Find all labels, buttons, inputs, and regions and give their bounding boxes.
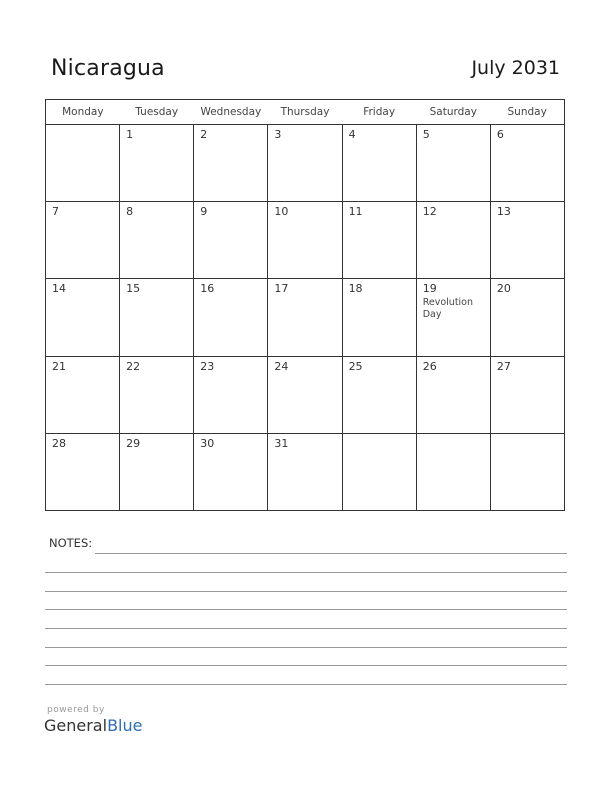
- day-cell: [268, 202, 342, 279]
- weekday-wednesday: Wednesday: [194, 100, 268, 125]
- brand-part-general: General: [44, 716, 108, 735]
- day-number: 10: [274, 205, 289, 219]
- day-cell: [194, 433, 268, 510]
- weekday-saturday: Saturday: [416, 100, 490, 125]
- day-cell: [490, 356, 564, 433]
- week-row-2: [46, 202, 565, 279]
- notes-line: [45, 647, 567, 648]
- day-cell: [194, 279, 268, 356]
- day-cell: [490, 125, 564, 202]
- day-number: 29: [126, 436, 141, 450]
- day-number: 28: [52, 436, 66, 450]
- day-cell: [120, 279, 194, 356]
- day-cell-holiday: [416, 279, 490, 356]
- day-number: 9: [200, 205, 208, 219]
- weekday-tuesday: Tuesday: [120, 100, 194, 125]
- day-cell: [46, 433, 120, 510]
- day-cell: [490, 279, 564, 356]
- day-cell: [268, 125, 342, 202]
- calendar-country-title: Nicaragua: [51, 56, 165, 81]
- day-cell: [268, 279, 342, 356]
- weekday-friday: Friday: [342, 100, 416, 125]
- day-cell: [194, 202, 268, 279]
- weekday-sunday: Sunday: [490, 100, 564, 125]
- week-row-5: [46, 433, 565, 510]
- week-row-3: [46, 279, 565, 356]
- calendar-month-title: July 2031: [471, 57, 560, 79]
- day-number: 7: [52, 205, 59, 219]
- day-cell: [342, 125, 416, 202]
- notes-line: [45, 684, 567, 685]
- calendar-grid: [45, 99, 565, 511]
- weekday-thursday: Thursday: [268, 100, 342, 125]
- notes-line: [45, 591, 567, 592]
- day-number: 24: [274, 359, 289, 373]
- day-number: 26: [422, 359, 437, 373]
- day-number: 19: [422, 282, 437, 296]
- week-row-4: [46, 356, 565, 433]
- brand-logo: [44, 716, 142, 735]
- notes-line: [45, 572, 567, 573]
- day-number: 23: [200, 359, 215, 373]
- day-cell: [120, 202, 194, 279]
- day-cell: [342, 279, 416, 356]
- notes-line: [45, 628, 567, 629]
- day-number: 16: [200, 282, 215, 296]
- day-number: 4: [348, 128, 356, 141]
- day-cell: [268, 433, 342, 510]
- day-cell: [46, 125, 120, 202]
- day-cell: [416, 125, 490, 202]
- day-number: 25: [348, 359, 363, 373]
- day-cell: [342, 356, 416, 433]
- day-cell: [194, 125, 268, 202]
- day-number: 1: [126, 128, 134, 141]
- day-number: 20: [496, 282, 511, 296]
- day-number: 17: [274, 282, 289, 296]
- day-number: 13: [496, 205, 511, 219]
- day-cell: [194, 356, 268, 433]
- day-cell: [120, 356, 194, 433]
- notes-line: [95, 553, 567, 554]
- week-row-1: [46, 125, 565, 202]
- notes-line: [45, 665, 567, 666]
- day-number: 6: [496, 128, 504, 141]
- day-number: 30: [200, 436, 215, 450]
- day-cell: [490, 202, 564, 279]
- day-cell: [46, 356, 120, 433]
- day-cell: [268, 356, 342, 433]
- day-cell: [46, 279, 120, 356]
- weekday-header-row: [46, 100, 565, 125]
- holiday-label: Revolution Day: [422, 297, 474, 321]
- powered-by-text: powered by: [47, 705, 105, 715]
- day-number: 11: [348, 205, 363, 219]
- day-cell: [490, 433, 564, 510]
- notes-line: [45, 609, 567, 610]
- day-cell: [46, 202, 120, 279]
- day-cell: [120, 125, 194, 202]
- notes-label: NOTES:: [49, 536, 93, 550]
- weekday-monday: Monday: [46, 100, 120, 125]
- day-number: 31: [274, 436, 289, 450]
- day-number: 3: [274, 128, 282, 141]
- day-number: 15: [126, 282, 141, 296]
- day-number: 5: [422, 128, 430, 141]
- day-number: 14: [52, 282, 66, 296]
- day-number: 27: [496, 359, 511, 373]
- day-cell: [416, 433, 490, 510]
- day-cell: [120, 433, 194, 510]
- day-number: 21: [52, 359, 66, 373]
- day-number: 8: [126, 205, 134, 219]
- brand-part-blue: Blue: [107, 716, 143, 735]
- day-number: 2: [200, 128, 208, 141]
- day-cell: [416, 202, 490, 279]
- day-cell: [342, 202, 416, 279]
- day-number: 18: [348, 282, 363, 296]
- day-cell: [342, 433, 416, 510]
- day-cell: [416, 356, 490, 433]
- day-number: 22: [126, 359, 141, 373]
- day-number: 12: [422, 205, 437, 219]
